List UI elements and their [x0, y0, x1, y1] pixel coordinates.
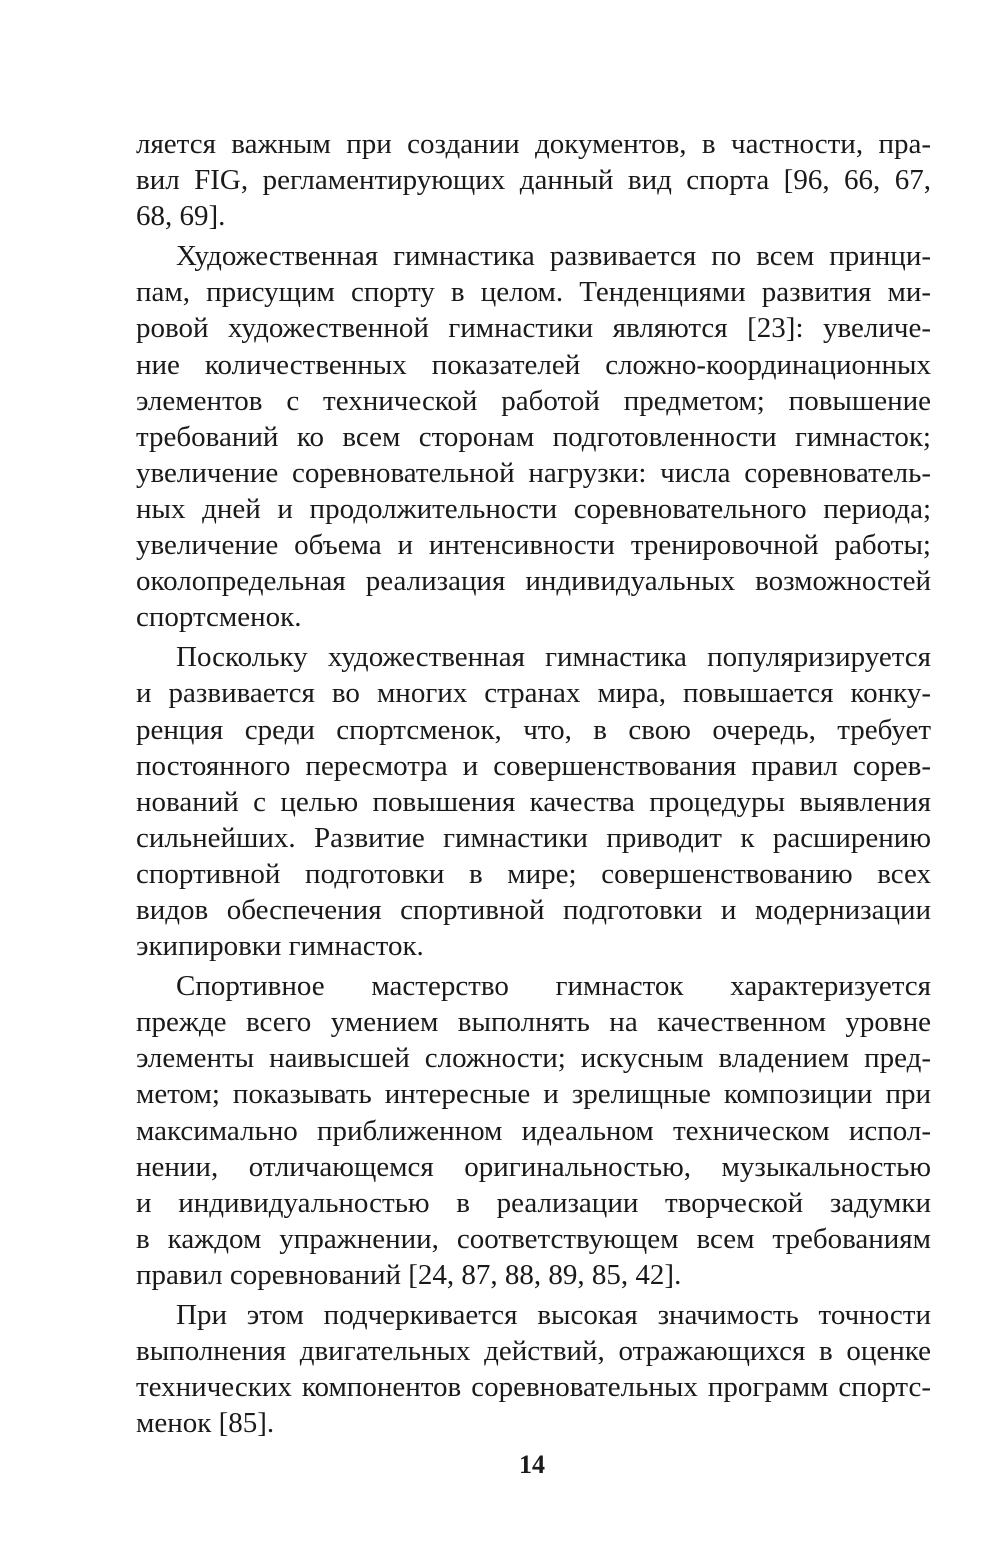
text-line: нении, отличающемся оригинальностью, музыкальностью [136, 1150, 931, 1183]
text-line: и развивается во многих странах мира, повышается конку- [136, 677, 931, 710]
text-line: элементов с технической работой предметом; повышение [136, 384, 931, 417]
text-line: и индивидуальностью в реализации творческой задумки [136, 1186, 931, 1219]
text-line: в каждом упражнении, соответствующем всем требованиям [136, 1222, 931, 1255]
text-line: сильнейших. Развитие гимнастики приводит к расширению [136, 821, 931, 854]
text-line: увеличение соревновательной нагрузки: числа соревнователь- [136, 456, 931, 489]
text-line: ренция среди спортсменок, что, в свою очередь, требует [136, 713, 931, 746]
paragraph [136, 1297, 931, 1441]
text-line: менок [85]. [136, 1407, 275, 1440]
text-line: Спортивное мастерство гимнасток характеризуется [176, 970, 931, 1003]
text-line: выполнения двигательных действий, отражающихся в оценке [136, 1335, 931, 1368]
text-line: требований ко всем сторонам подготовленности гимнасток; [136, 420, 931, 453]
page-number: 14 [519, 1450, 545, 1479]
text-line: прежде всего умением выполнять на качественном уровне [136, 1006, 931, 1039]
text-line: нований с целью повышения качества процедуры выявления [136, 785, 931, 818]
text-line: Художественная гимнастика развивается по всем принци- [176, 240, 931, 273]
text-line: постоянного пересмотра и совершенствования правил сорев- [136, 749, 931, 782]
text-line: правил соревнований [24, 87, 88, 89, 85, 42]. [136, 1258, 682, 1291]
text-line: вил FIG, регламентирующих данный вид спорта [96, 66, 67, [136, 164, 931, 197]
paragraph [136, 968, 931, 1293]
text-line: видов обеспечения спортивной подготовки и модернизации [136, 893, 931, 926]
text-line: ных дней и продолжительности соревновательного периода; [136, 492, 931, 525]
text-line: экипировки гимнасток. [136, 930, 424, 963]
text-line: увеличение объема и интенсивности тренировочной работы; [136, 529, 931, 562]
text-line: При этом подчеркивается высокая значимость точности [176, 1299, 931, 1331]
text-line: ровой художественной гимнастики являются [23]: увеличе- [136, 312, 931, 345]
text-line: технических компонентов соревновательных программ спортс- [136, 1371, 931, 1404]
text-line: околопредельная реализация индивидуальных возможностей [136, 565, 931, 598]
paragraph [136, 639, 931, 964]
text-line: 68, 69]. [136, 200, 226, 233]
body-text [136, 126, 931, 1441]
text-line: метом; показывать интересные и зрелищные композиции при [136, 1078, 931, 1111]
text-line: спортивной подготовки в мире; совершенствованию всех [136, 857, 931, 890]
text-line: спортсменок. [136, 601, 302, 634]
text-line: Поскольку художественная гимнастика популяризируется [176, 641, 931, 674]
text-line: ляется важным при создании документов, в частности, пра- [136, 128, 931, 160]
text-line: пам, присущим спорту в целом. Тенденциями развития ми- [136, 276, 931, 309]
text-line: максимально приближенном идеальном техническом испол- [136, 1114, 931, 1147]
paragraph [136, 238, 931, 635]
text-line: элементы наивысшей сложности; искусным владением пред- [136, 1042, 931, 1075]
paragraph [136, 126, 931, 234]
text-line: ние количественных показателей сложно-координационных [136, 348, 931, 381]
